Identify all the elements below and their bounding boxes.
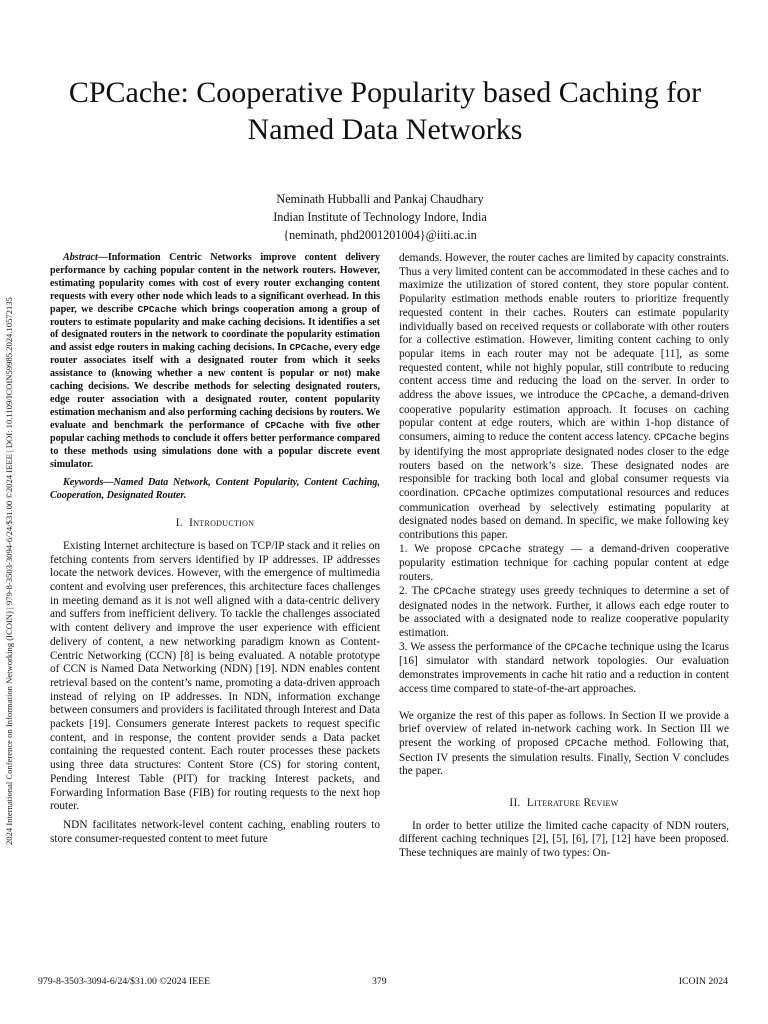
contribution-item: 2. The CPCache strategy uses greedy techniques to determine a set of designated nodes in the network. Further, it allows each edge router to be associated with a designated node to realize cooperative popularity estimation. [399, 584, 729, 639]
cpcache-term: CPCache [653, 433, 697, 445]
footer-page-number: 379 [372, 976, 387, 987]
cpcache-term: CPCache [463, 488, 506, 500]
body-paragraph: demands. However, the router caches are limited by capacity constraints. Thus a very limited content can be accommodated in these caches and to maximize the utilization of stored content, they store popular content. Popularity estimation methods enable routers to prioritize frequently requested content in their caches. Routers can estimate popularity individually based on received requests or collaborate with other routers for a collective estimation. However, limiting content caching to only popular items in each router may not be adequate [11], as some requested content, while not highly popular, still contribute to reducing content access time and reducing the load on the server. In order to address the above issues, we introduce the CPCache, a demand-driven cooperative popularity estimation approach. It focuses on caching popular content at edge routers, which are within 1-hop distance of consumers, aiming to reduce the content access latency. CPCache begins by identifying the most appropriate designated nodes closer to the edge routers based on the network’s size. These designated nodes are responsible for tracking both local and global consumer requests via coordination. CPCache optimizes computational resources and reduces communication overhead by selectively estimating popularity at designated nodes based on demand. In specific, we make following key contributions this paper. [399, 252, 730, 542]
author-affiliation: Indian Institute of Technology Indore, India [273, 210, 487, 224]
paper-title: CPCache: Cooperative Popularity based Caching for Named Data Networks [68, 76, 702, 146]
footer-conference: ICOIN 2024 [678, 976, 728, 987]
cpcache-term: CPCache [137, 303, 177, 315]
author-email: {neminath, phd2001201004}@iiti.ac.in [283, 228, 477, 242]
literature-paragraph: In order to better utilize the limited cache capacity of NDN routers, different caching techniques [2], [5], [6], [7], [12] have been proposed. These techniques are mainly of two types: On- [399, 819, 729, 860]
section-heading-introduction: I. Introduction [175, 517, 255, 530]
side-margin-note [2, 185, 16, 845]
organization-paragraph: We organize the rest of this paper as follows. In Section II we provide a brief overview of related in-network caching work. In Section III we present the working of proposed CPCache method. Following that, Section IV presents the simulation results. Finally, Section V concludes the paper. [399, 709, 729, 778]
contribution-item: 3. We assess the performance of the CPCache technique using the Icarus [16] simulator with standard network topologies. Our evaluation demonstrates improvements in cache hit ratio and a reduction in content access time compared to state-of-the-art approaches. [399, 640, 729, 695]
intro-paragraph: NDN facilitates network-level content caching, enabling routers to store consumer-requested content to meet future [50, 818, 380, 845]
cpcache-term: CPCache [289, 342, 329, 354]
abstract: Abstract—Information Centric Networks improve content delivery performance by caching popular content in the network routers. However, estimating popularity comes with cost of every router exchanging content requests with every other node which leads to a significant overhead. In this paper, we describe CPCache which brings cooperation among a group of routers to estimate popularity and make caching decisions. It identifies a set of designated routers in the network to coordinate the popularity estimation and assist edge routers in making caching decisions. In CPCache, every edge router associates itself with a designated router from which it seeks assistance to (knowing whether a new content is popular or not) make caching decisions. We describe methods for selecting designated routers, edge router association with a designated router, content popularity estimation mechanism and also performing caching decisions by routers. We evaluate and benchmark the performance of CPCache with five other popular caching methods to conclude it offers better performance compared to these methods using simulations done with a popular discrete event simulator. [50, 252, 380, 470]
cpcache-term: CPCache [264, 419, 305, 431]
section-heading-literature-review: II. Literature Review [509, 797, 619, 810]
right-column [399, 252, 729, 861]
intro-paragraph: Existing Internet architecture is based on TCP/IP stack and it relies on fetching contents from servers identified by IP addresses. IP addresses locate the network devices. However, with the emergence of multimedia content and evolving user preferences, this architecture faces challenges in meeting demand as it is not well aligned with a data-centric delivery and suffers from inefficient delivery. To tackle the challenges associated with content delivery and improve the user experience with efficient delivery of content, a new networking paradigm known as Content-Centric Networking (CCN) [8] is being evaluated. A notable prototype of CCN is Named Data Networking (NDN) [19]. NDN enables content retrieval based on the content’s name, promoting a data-driven approach instead of relying on IP addresses. In NDN, information exchange between consumers and providers is facilitated through Interest and Data packets [19]. Consumers generate Interest packets to request specific content, and in response, the content provider sends a Data packet containing the requested content. Each router processes these packets using three data structures: Content Store (CS) for storing content, Pending Interest Table (PIT) for tracking Interest packets, and Forwarding Information Base (FIB) for routing requests to the next hop router. [50, 539, 380, 813]
left-column [50, 252, 380, 846]
author-block [180, 190, 580, 244]
cpcache-term: CPCache [564, 738, 608, 750]
keywords-text: —Named Data Network, Content Popularity, Content Caching, Cooperation, Designated Router. [50, 477, 380, 502]
contribution-item: 1. We propose CPCache strategy — a demand-driven cooperative popularity estimation technique for caching popular content at edge routers. [399, 542, 730, 584]
cpcache-term: CPCache [433, 586, 477, 598]
cpcache-term: CPCache [601, 391, 645, 403]
author-names: Neminath Hubballi and Pankaj Chaudhary [276, 192, 484, 206]
keywords-label: Keywords [63, 477, 104, 489]
footer-copyright: 979-8-3503-3094-6/24/$31.00 ©2024 IEEE [38, 976, 211, 987]
cpcache-term: CPCache [564, 642, 608, 654]
conference-doi-note: 2024 International Conference on Information Networking (ICOIN) | 979-8-3503-3094-6/24/$31.00 ©2024 IEEE | DOI: 10.1109/ICOIN59985.2024.10572135 [4, 297, 14, 845]
keywords [50, 477, 380, 503]
cpcache-term: CPCache [478, 544, 522, 556]
abstract-label: Abstract— [63, 252, 108, 263]
